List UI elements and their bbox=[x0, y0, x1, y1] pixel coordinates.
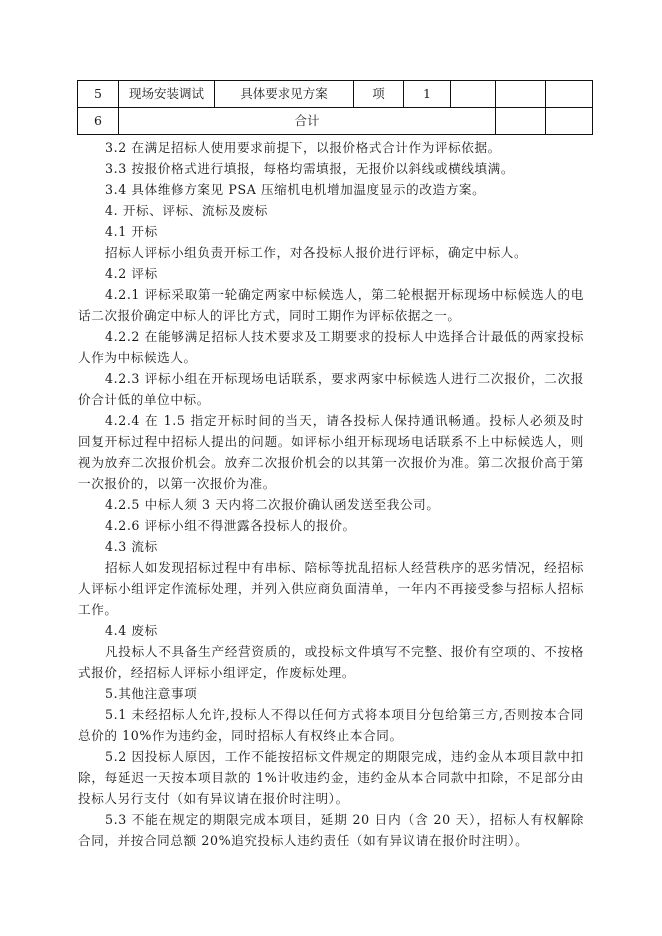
paragraph-4-1: 招标人评标小组负责开标工作，对各投标人报价进行评标，确定中标人。 bbox=[105, 245, 528, 260]
paragraph-3-4: 3.4 具体维修方案见 PSA 压缩机电机增加温度显示的改造方案。 bbox=[105, 182, 486, 197]
paragraph-4-2-6: 4.2.6 评标小组不得泄露各投标人的报价。 bbox=[105, 518, 356, 533]
cell-empty bbox=[496, 108, 546, 135]
price-table bbox=[77, 80, 593, 135]
subheading-4-3: 4.3 流标 bbox=[105, 539, 158, 554]
cell-unit: 项 bbox=[354, 81, 404, 108]
paragraph-3-3: 3.3 按报价格式进行填报，每格均需填报，无报价以斜线或横线填满。 bbox=[105, 161, 515, 176]
paragraph-4-3: 招标人如发现招标过程中有串标、陪标等扰乱招标人经营秩序的恶劣情况，经招标人评标小组评定作流标处理，并列入供应商负面清单，一年内不再接受参与招标人招标工作。 bbox=[78, 560, 584, 617]
paragraph-5-3: 5.3 不能在规定的期限完成本项目，延期 20 日内（含 20 天），招标人有权解除合同，并按合同总额 20%追究投标人违约责任（如有异议请在报价时注明）。 bbox=[78, 812, 584, 848]
paragraph-4-2-4: 4.2.4 在 1.5 指定开标时间的当天，请各投标人保持通讯畅通。投标人必须及时回复开标过程中招标人提出的问题。如评标小组开标现场电话联系不上中标候选人，则视为放弃二次报价机会。放弃二次报价机会的以其第一次报价为准。第二次报价高于第一次报价的，以第一次报价为准。 bbox=[78, 413, 584, 491]
cell-empty bbox=[496, 81, 546, 108]
cell-spec: 具体要求见方案 bbox=[215, 81, 354, 108]
cell-empty bbox=[546, 108, 593, 135]
cell-item: 现场安装调试 bbox=[119, 81, 215, 108]
section-heading-4: 4. 开标、评标、流标及废标 bbox=[105, 203, 268, 218]
cell-total-label: 合计 bbox=[119, 108, 496, 135]
paragraph-4-2-5: 4.2.5 中标人须 3 天内将二次报价确认函发送至我公司。 bbox=[105, 497, 440, 512]
table-row bbox=[78, 108, 593, 135]
cell-qty: 1 bbox=[404, 81, 451, 108]
cell-no: 5 bbox=[78, 81, 119, 108]
cell-empty bbox=[451, 81, 496, 108]
document-body bbox=[78, 137, 584, 851]
table-row bbox=[78, 81, 593, 108]
paragraph-5-1: 5.1 未经招标人允许,投标人不得以任何方式将本项目分包给第三方,否则按本合同总价的 10%作为违约金，同时招标人有权终止本合同。 bbox=[78, 707, 584, 743]
section-heading-5: 5.其他注意事项 bbox=[105, 686, 198, 701]
subheading-4-2: 4.2 评标 bbox=[105, 266, 158, 281]
paragraph-4-4: 凡投标人不具备生产经营资质的，或投标文件填写不完整、报价有空项的、不按格式报价，经招标人评标小组评定，作废标处理。 bbox=[78, 644, 584, 680]
paragraph-4-2-2: 4.2.2 在能够满足招标人技术要求及工期要求的投标人中选择合计最低的两家投标人作为中标候选人。 bbox=[78, 329, 584, 365]
cell-no: 6 bbox=[78, 108, 119, 135]
subheading-4-1: 4.1 开标 bbox=[105, 224, 158, 239]
paragraph-5-2: 5.2 因投标人原因，工作不能按招标文件规定的期限完成，违约金从本项目款中扣除，每延迟一天按本项目款的 1%计收违约金，违约金从本合同款中扣除，不足部分由投标人另行支付（如有异议请在报价时注明）。 bbox=[78, 749, 584, 806]
paragraph-4-2-3: 4.2.3 评标小组在开标现场电话联系，要求两家中标候选人进行二次报价，二次报价合计低的单位中标。 bbox=[78, 371, 584, 407]
paragraph-4-2-1: 4.2.1 评标采取第一轮确定两家中标候选人，第二轮根据开标现场中标候选人的电话二次报价确定中标人的评比方式，同时工期作为评标依据之一。 bbox=[78, 287, 584, 323]
subheading-4-4: 4.4 废标 bbox=[105, 623, 158, 638]
cell-empty bbox=[546, 81, 593, 108]
paragraph-3-2: 3.2 在满足招标人使用要求前提下，以报价格式合计作为评标依据。 bbox=[105, 140, 501, 155]
